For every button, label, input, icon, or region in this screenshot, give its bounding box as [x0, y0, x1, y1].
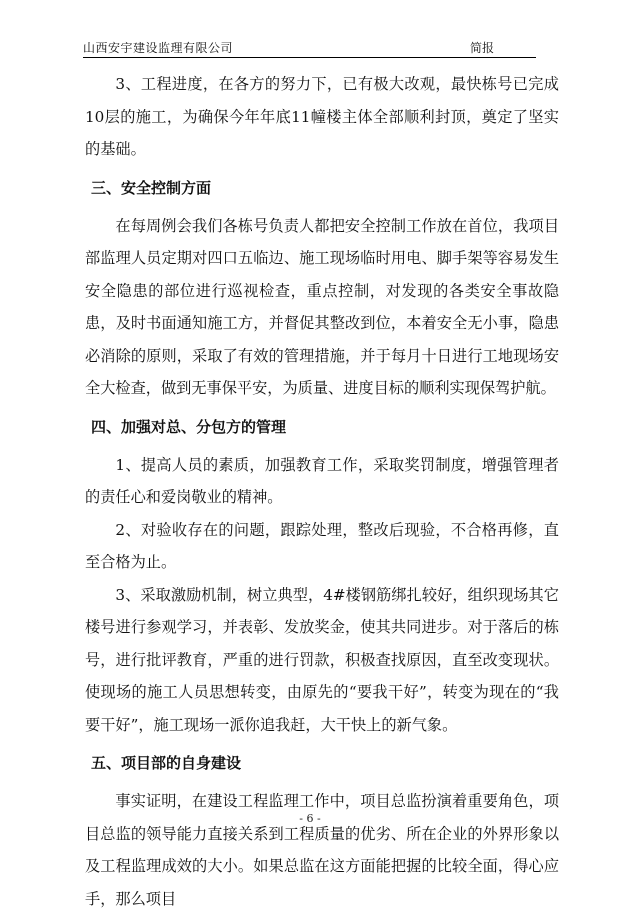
- page-number: - 6 -: [299, 812, 321, 825]
- paragraph-management-2: 2、对验收存在的问题，跟踪处理，整改后现验，不合格再修，直至合格为止。: [85, 520, 559, 571]
- section-heading-management: 四、加强对总、分包方的管理: [91, 417, 287, 436]
- paragraph-safety: 在每周例会我们各栋号负责人都把安全控制工作放在首位，我项目部监理人员定期对四口五临边、施工现场临时用电、脚手架等容易发生安全隐患的部位进行巡视检查，重点控制，对发现的各类安全事故隐患，及时书面通知施工方，并督促其整改到位，本着安全无小事，隐患必消除的原则，采取了有效的管理措施，并于每月十日进行工地现场安全大检查，做到无事保平安，为质量、进度目标的顺利实现保驾护航。: [85, 216, 559, 397]
- paragraph-management-1: 1、提高人员的素质，加强教育工作，采取奖罚制度，增强管理者的责任心和爱岗敬业的精神。: [85, 455, 559, 506]
- document-body: [85, 68, 559, 915]
- page-header: [83, 41, 536, 58]
- paragraph-management-3: 3、采取激励机制，树立典型，4#楼钢筋绑扎较好，组织现场其它楼号进行参观学习，并表彰、发放奖金，使其共同进步。对于落后的栋号，进行批评教育，严重的进行罚款，积极查找原因，直至改变现状。使现场的施工人员思想转变，由原先的“要我干好”，转变为现在的“我要干好”，施工现场一派你追我赶，大干快上的新气象。: [85, 585, 559, 734]
- paragraph-self-building: 事实证明，在建设工程监理工作中，项目总监扮演着重要角色，项目总监的领导能力直接关系到工程质量的优劣、所在企业的外界形象以及工程监理成效的大小。如果总监在这方面能把握的比较全面，得心应手，那么项目: [85, 792, 559, 908]
- company-name: 山西安宇建设监理有限公司: [83, 41, 234, 55]
- paragraph-progress: 3、工程进度，在各方的努力下，已有极大改观，最快栋号已完成10层的施工，为确保今年年底11幢楼主体全部顺利封顶，奠定了坚实的基础。: [85, 75, 559, 158]
- document-type: 简报: [469, 41, 494, 55]
- section-heading-self-building: 五、项目部的自身建设: [91, 754, 242, 772]
- section-heading-safety: 三、安全控制方面: [91, 178, 212, 197]
